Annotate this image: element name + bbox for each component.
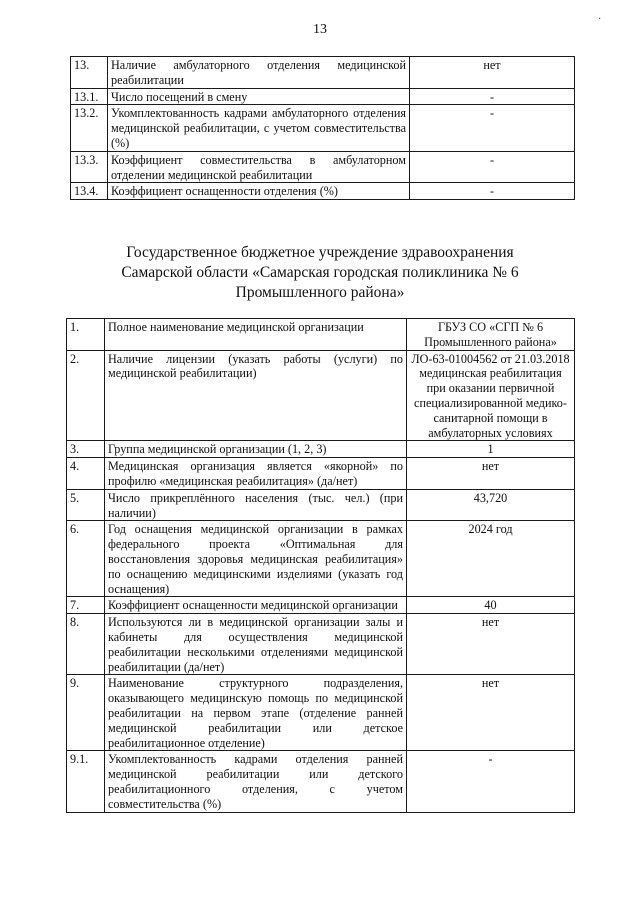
table-row: [67, 597, 575, 614]
row-description: Полное наименование медицинской организации: [105, 319, 407, 351]
row-description: Медицинская организация является «якорной» по профилю «медицинская реабилитация» (да/нет): [105, 458, 407, 490]
section-title-line: Государственное бюджетное учреждение здравоохранения: [126, 244, 514, 261]
row-number: 7.: [67, 597, 105, 614]
row-value: нет: [407, 458, 575, 490]
row-number: 13.1.: [71, 88, 108, 105]
row-number: 6.: [67, 521, 105, 597]
row-description: Коэффициент оснащенности отделения (%): [108, 183, 410, 200]
table-organization-info: [66, 318, 575, 813]
row-value: -: [410, 105, 575, 151]
table-row: [71, 151, 575, 183]
table-row: [67, 350, 575, 441]
table-row: [67, 614, 575, 675]
row-number: 1.: [67, 319, 105, 351]
table-row: [67, 319, 575, 351]
row-number: 13.2.: [71, 105, 108, 151]
row-number: 3.: [67, 441, 105, 458]
table-ambulatory-department: [70, 56, 575, 200]
row-value: нет: [410, 57, 575, 89]
section-title-line: Самарской области «Самарская городская поликлиника № 6: [121, 264, 519, 281]
row-number: 13.4.: [71, 183, 108, 200]
row-value: -: [410, 183, 575, 200]
row-value: 1: [407, 441, 575, 458]
row-description: Наличие лицензии (указать работы (услуги) по медицинской реабилитации): [105, 350, 407, 441]
row-value: нет: [407, 614, 575, 675]
row-description: Укомплектованность кадрами отделения ранней медицинской реабилитации или детского реабилитационного отделения, с учетом совместительства (%): [105, 751, 407, 812]
table-row: [67, 675, 575, 751]
row-value: 43,720: [407, 489, 575, 521]
row-value: 40: [407, 597, 575, 614]
page-number: 13: [313, 22, 327, 37]
row-description: Число посещений в смену: [108, 88, 410, 105]
row-number: 9.: [67, 675, 105, 751]
table-row: [67, 521, 575, 597]
row-value: 2024 год: [407, 521, 575, 597]
row-description: Группа медицинской организации (1, 2, 3): [105, 441, 407, 458]
row-number: 4.: [67, 458, 105, 490]
table-row: [67, 489, 575, 521]
table-row: [67, 441, 575, 458]
scan-mark: ·: [598, 14, 602, 25]
row-value: -: [407, 751, 575, 812]
row-description: Число прикреплённого населения (тыс. чел.) (при наличии): [105, 489, 407, 521]
table-row: [71, 57, 575, 89]
row-number: 8.: [67, 614, 105, 675]
row-number: 13.: [71, 57, 108, 89]
table-row: [67, 751, 575, 812]
row-description: Используются ли в медицинской организации залы и кабинеты для осуществления медицинской реабилитации несколькими отделениями медицинской реабилитации (да/нет): [105, 614, 407, 675]
row-description: Коэффициент оснащенности медицинской организации: [105, 597, 407, 614]
row-value: ЛО-63-01004562 от 21.03.2018 медицинская реабилитация при оказании первичной специализированной медико-санитарной помощи в амбулаторных условиях: [407, 350, 575, 441]
row-description: Наименование структурного подразделения, оказывающего медицинскую помощь по медицинской реабилитации на первом этапе (отделение ранней медицинской реабилитации или детское реабилитационное отделение): [105, 675, 407, 751]
row-value: -: [410, 88, 575, 105]
table-row: [67, 458, 575, 490]
row-value: ГБУЗ СО «СГП № 6 Промышленного района»: [407, 319, 575, 351]
row-number: 13.3.: [71, 151, 108, 183]
row-number: 2.: [67, 350, 105, 441]
row-number: 5.: [67, 489, 105, 521]
row-description: Год оснащения медицинской организации в рамках федерального проекта «Оптимальная для восстановления здоровья медицинская реабилитация» по оснащению медицинскими изделиями (указать год оснащения): [105, 521, 407, 597]
row-description: Наличие амбулаторного отделения медицинской реабилитации: [108, 57, 410, 89]
section-title-line: Промышленного района»: [235, 284, 405, 301]
table-row: [71, 105, 575, 151]
table-row: [71, 88, 575, 105]
table-row: [71, 183, 575, 200]
row-number: 9.1.: [67, 751, 105, 812]
section-title: [0, 243, 640, 303]
row-description: Коэффициент совместительства в амбулаторном отделении медицинской реабилитации: [108, 151, 410, 183]
row-value: -: [410, 151, 575, 183]
row-value: нет: [407, 675, 575, 751]
row-description: Укомплектованность кадрами амбулаторного отделения медицинской реабилитации, с учетом совместительства (%): [108, 105, 410, 151]
